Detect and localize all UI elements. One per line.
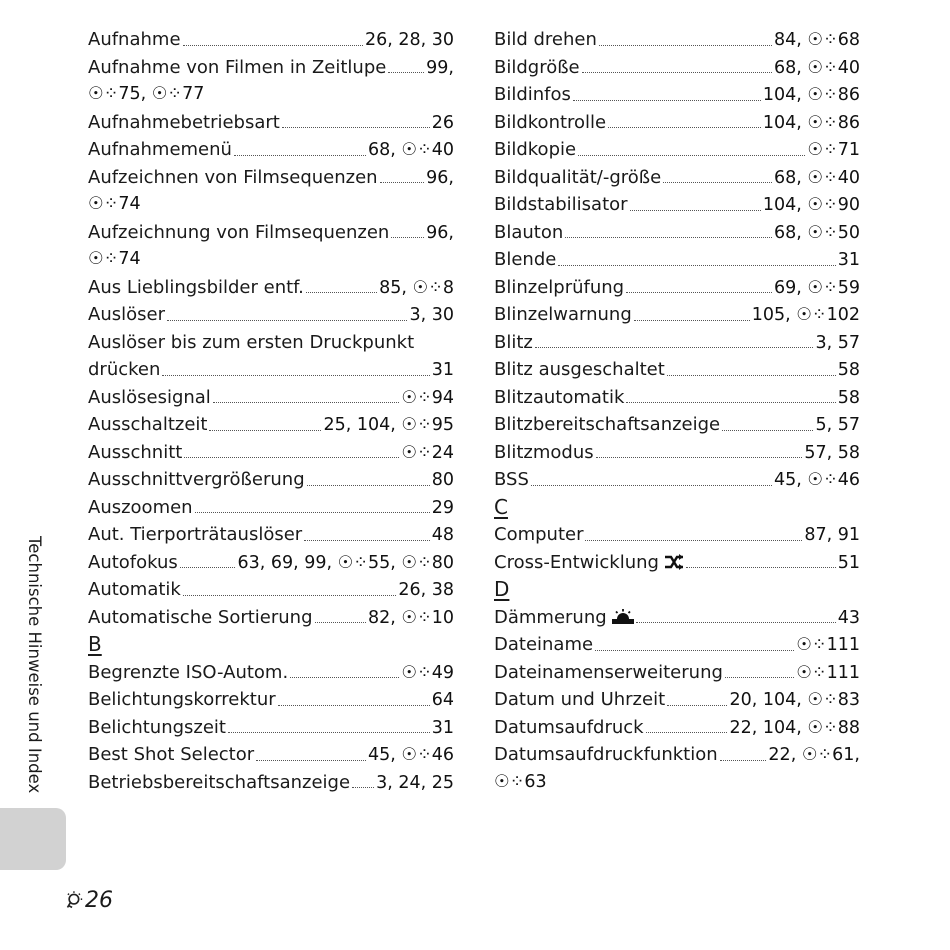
index-entry	[88, 26, 454, 54]
dot-leader	[585, 532, 802, 541]
page-references: 45, ☉⁘46	[367, 745, 454, 765]
index-term: Bildkontrolle	[494, 111, 607, 133]
index-letter-heading: C	[494, 494, 508, 519]
index-entry	[88, 521, 454, 549]
page-references: 84, ☉⁘68	[773, 30, 860, 50]
index-entry	[494, 26, 860, 54]
index-entry	[88, 494, 454, 522]
index-entry	[88, 411, 454, 439]
index-entry	[494, 686, 860, 714]
page-references: 87, 91	[804, 525, 860, 545]
dot-leader	[596, 449, 803, 458]
index-entry	[494, 356, 860, 384]
page-references: 104, ☉⁘90	[762, 195, 860, 215]
index-entry	[494, 604, 860, 632]
index-entry	[88, 604, 454, 632]
dot-leader	[184, 449, 399, 458]
index-term: Blinzelprüfung	[494, 276, 625, 298]
page-references: 96,	[426, 167, 454, 188]
dot-leader	[667, 697, 727, 706]
index-letter-heading: D	[494, 577, 510, 601]
index-term: Aufnahmemenü	[88, 139, 232, 160]
index-entry	[88, 741, 454, 769]
index-term: Blitzbereitschaftsanzeige	[494, 414, 721, 435]
dot-leader	[315, 614, 366, 623]
page-references: 69, ☉⁘59	[773, 277, 860, 298]
index-term: Automatische Sortierung	[88, 606, 313, 628]
dot-leader	[667, 367, 836, 376]
index-term: Aufzeichnung von Filmsequenzen	[88, 221, 390, 243]
index-entry	[88, 329, 454, 357]
page-references: 82, ☉⁘10	[367, 607, 454, 628]
cross-process-icon	[659, 549, 684, 577]
dot-leader	[578, 147, 805, 156]
index-entry	[494, 191, 860, 219]
index-entry-continuation	[88, 81, 454, 109]
page-references: 5, 57	[815, 415, 860, 435]
index-term: Computer	[494, 524, 584, 545]
page-references: 43	[837, 607, 860, 628]
index-column-right	[494, 26, 860, 796]
page-references: 63, 69, 99, ☉⁘55, ☉⁘80	[237, 552, 454, 573]
page-references: ☉⁘24	[401, 442, 454, 463]
page-references: 104, ☉⁘86	[762, 112, 860, 133]
index-entry-continuation	[494, 769, 860, 797]
index-entry-continuation	[88, 246, 454, 274]
dot-leader	[162, 367, 429, 376]
index-letter-heading: B	[88, 632, 102, 656]
index-term: Dateiname	[494, 634, 594, 655]
index-term: Datumsaufdruck	[494, 716, 644, 738]
page-references: 104, ☉⁘86	[762, 85, 860, 105]
dot-leader	[352, 779, 374, 788]
dot-leader	[256, 752, 366, 761]
index-entry	[88, 164, 454, 192]
page-references: 26, 38	[398, 580, 454, 600]
page-references: 31	[431, 717, 454, 738]
index-term: Blauton	[494, 221, 564, 243]
index-entry	[494, 109, 860, 137]
dusk-icon	[607, 604, 634, 632]
page-references: 45, ☉⁘46	[773, 470, 860, 490]
index-term: Aus Lieblingsbilder entf.	[88, 276, 304, 298]
index-entry	[88, 136, 454, 164]
page-references: 96,	[426, 222, 454, 243]
page-references: 105, ☉⁘102	[751, 305, 860, 325]
dot-leader	[582, 64, 772, 73]
dot-leader	[634, 312, 750, 321]
index-term: Best Shot Selector	[88, 744, 255, 765]
index-entry	[88, 549, 454, 577]
page-references: 31	[431, 360, 454, 380]
index-term: Auslöser	[88, 304, 165, 325]
page-references: 20, 104, ☉⁘83	[729, 690, 860, 710]
index-entry	[494, 164, 860, 192]
index-term: Dämmerung	[494, 606, 607, 628]
page-references: ☉⁘49	[401, 662, 454, 683]
dot-leader	[646, 724, 728, 733]
dot-leader	[573, 92, 761, 101]
page-references: 57, 58	[804, 442, 860, 463]
index-term: Automatik	[88, 579, 181, 600]
index-entry	[494, 714, 860, 742]
tip-bulb-icon	[62, 890, 84, 912]
page-references: 68, ☉⁘40	[773, 57, 860, 78]
dot-leader	[663, 174, 772, 183]
index-term: Bildqualität/-größe	[494, 166, 662, 188]
dot-leader	[290, 669, 399, 678]
index-term: Blende	[494, 249, 557, 270]
dot-leader	[391, 229, 424, 238]
dot-leader	[306, 284, 377, 293]
index-term: Bildgröße	[494, 56, 580, 78]
dot-leader	[626, 284, 772, 293]
page-references: 48	[431, 525, 454, 545]
dot-leader	[626, 394, 835, 403]
index-term: Cross-Entwicklung	[494, 551, 659, 573]
index-entry	[88, 109, 454, 137]
index-term: Blitzmodus	[494, 441, 594, 463]
index-entry	[494, 246, 860, 274]
page-references: 3, 30	[409, 305, 454, 325]
dot-leader	[234, 147, 366, 156]
page-references: 64	[431, 690, 454, 710]
dot-leader	[195, 504, 430, 513]
index-entry	[88, 356, 454, 384]
index-entry	[88, 769, 454, 797]
dot-leader	[558, 257, 835, 266]
index-entry	[494, 439, 860, 467]
dot-leader	[565, 229, 772, 238]
index-term: Betriebsbereitschaftsanzeige	[88, 771, 351, 793]
index-term: Aufzeichnen von Filmsequenzen	[88, 166, 378, 188]
index-entry	[494, 54, 860, 82]
index-term: Bildinfos	[494, 84, 571, 105]
page-references: 3, 24, 25	[376, 772, 454, 793]
page-references: ☉⁘74	[88, 249, 141, 269]
index-entry	[494, 659, 860, 687]
dot-leader	[722, 422, 813, 431]
index-entry	[494, 81, 860, 109]
index-term: Aufnahmebetriebsart	[88, 111, 280, 133]
index-term: Ausschaltzeit	[88, 414, 208, 435]
index-term: Ausschnitt	[88, 441, 183, 463]
dot-leader	[304, 532, 430, 541]
index-entry	[494, 741, 860, 769]
index-entry	[494, 219, 860, 247]
index-entry	[494, 329, 860, 357]
index-entry	[494, 136, 860, 164]
page-references: 22, ☉⁘61,	[768, 745, 860, 765]
dot-leader	[630, 202, 761, 211]
page-references: 80	[431, 470, 454, 490]
page-references: ☉⁘71	[807, 140, 860, 160]
index-term: Datum und Uhrzeit	[494, 689, 666, 710]
index-entry	[88, 301, 454, 329]
index-term: Aut. Tierporträtauslöser	[88, 524, 303, 545]
dot-leader	[282, 119, 430, 128]
dot-leader	[720, 752, 767, 761]
index-entry	[88, 466, 454, 494]
page-references: 68, ☉⁘40	[367, 140, 454, 160]
index-term: Datumsaufdruckfunktion	[494, 744, 718, 765]
section-tab-marker	[0, 808, 66, 870]
index-term: Autofokus	[88, 551, 178, 573]
dot-leader	[278, 697, 430, 706]
index-term: Begrenzte ISO-Autom.	[88, 661, 289, 683]
index-entry	[88, 384, 454, 412]
section-side-label: Technische Hinweise und Index	[25, 536, 44, 794]
page-references: 51	[837, 552, 860, 573]
page-references: 68, ☉⁘40	[773, 167, 860, 188]
page-references: 22, 104, ☉⁘88	[729, 717, 860, 738]
dot-leader	[380, 174, 425, 183]
page-references: 29	[431, 497, 454, 518]
page-references: 25, 104, ☉⁘95	[323, 415, 454, 435]
page-references: 26	[431, 112, 454, 133]
dot-leader	[228, 724, 430, 733]
dot-leader	[388, 64, 424, 73]
page-references: 99,	[426, 57, 454, 78]
index-entry	[88, 274, 454, 302]
dot-leader	[167, 312, 408, 321]
index-entry	[88, 659, 454, 687]
dot-leader	[608, 119, 761, 128]
dot-leader	[725, 669, 794, 678]
index-term: Bild drehen	[494, 29, 597, 50]
dot-leader	[595, 642, 794, 651]
index-term: Aufnahme von Filmen in Zeitlupe	[88, 56, 387, 78]
index-entry	[88, 219, 454, 247]
dot-leader	[183, 587, 396, 596]
dot-leader	[636, 614, 836, 623]
index-term: drücken	[88, 359, 161, 380]
dot-leader	[535, 339, 814, 348]
index-term: Bildstabilisator	[494, 194, 628, 215]
index-term: Blitz ausgeschaltet	[494, 359, 665, 380]
index-entry	[88, 576, 454, 604]
index-entry	[494, 384, 860, 412]
page-references: 58	[837, 360, 860, 380]
index-entry	[88, 686, 454, 714]
index-term: Ausschnittvergrößerung	[88, 469, 305, 490]
index-term: Aufnahme	[88, 29, 181, 50]
page-references: 58	[837, 387, 860, 408]
dot-leader	[213, 394, 400, 403]
index-entry	[88, 439, 454, 467]
page-references: ☉⁘111	[796, 635, 860, 655]
index-entry	[494, 301, 860, 329]
index-entry	[494, 466, 860, 494]
page-references: 31	[837, 250, 860, 270]
index-term: Blitzautomatik	[494, 386, 625, 408]
index-term: Blinzelwarnung	[494, 304, 632, 325]
index-entry	[494, 274, 860, 302]
index-term: Belichtungskorrektur	[88, 689, 276, 710]
dot-leader	[686, 559, 836, 568]
page-references: ☉⁘63	[494, 771, 547, 792]
index-term: BSS	[494, 469, 529, 490]
page-references: ☉⁘94	[401, 387, 454, 408]
index-term: Bildkopie	[494, 139, 577, 160]
index-entry	[88, 714, 454, 742]
index-entry	[494, 411, 860, 439]
page-references: 68, ☉⁘50	[773, 222, 860, 243]
index-entry	[494, 521, 860, 549]
index-entry	[494, 549, 860, 577]
page-references: ☉⁘74	[88, 194, 141, 214]
index-entry	[88, 54, 454, 82]
dot-leader	[531, 477, 772, 486]
dot-leader	[307, 477, 430, 486]
dot-leader	[183, 37, 363, 46]
index-column-left	[88, 26, 454, 796]
index-entry-continuation	[88, 191, 454, 219]
dot-leader	[599, 37, 772, 46]
index-term: Auszoomen	[88, 496, 193, 518]
page-references: ☉⁘75, ☉⁘77	[88, 84, 205, 104]
index-term: Blitz	[494, 331, 533, 353]
page-number: 26	[85, 888, 113, 913]
index-term: Auslöser bis zum ersten Druckpunkt	[88, 331, 415, 353]
page-references: 85, ☉⁘8	[379, 277, 454, 298]
index-entry	[494, 631, 860, 659]
page-references: 3, 57	[815, 332, 860, 353]
index-term: Dateinamenserweiterung	[494, 661, 723, 683]
dot-leader	[180, 559, 236, 568]
index-term: Auslösesignal	[88, 386, 211, 408]
page-references: 26, 28, 30	[364, 30, 454, 50]
page-references: ☉⁘111	[796, 662, 860, 683]
page-footer	[62, 888, 113, 913]
index-term: Belichtungszeit	[88, 716, 226, 738]
dot-leader	[209, 422, 321, 431]
